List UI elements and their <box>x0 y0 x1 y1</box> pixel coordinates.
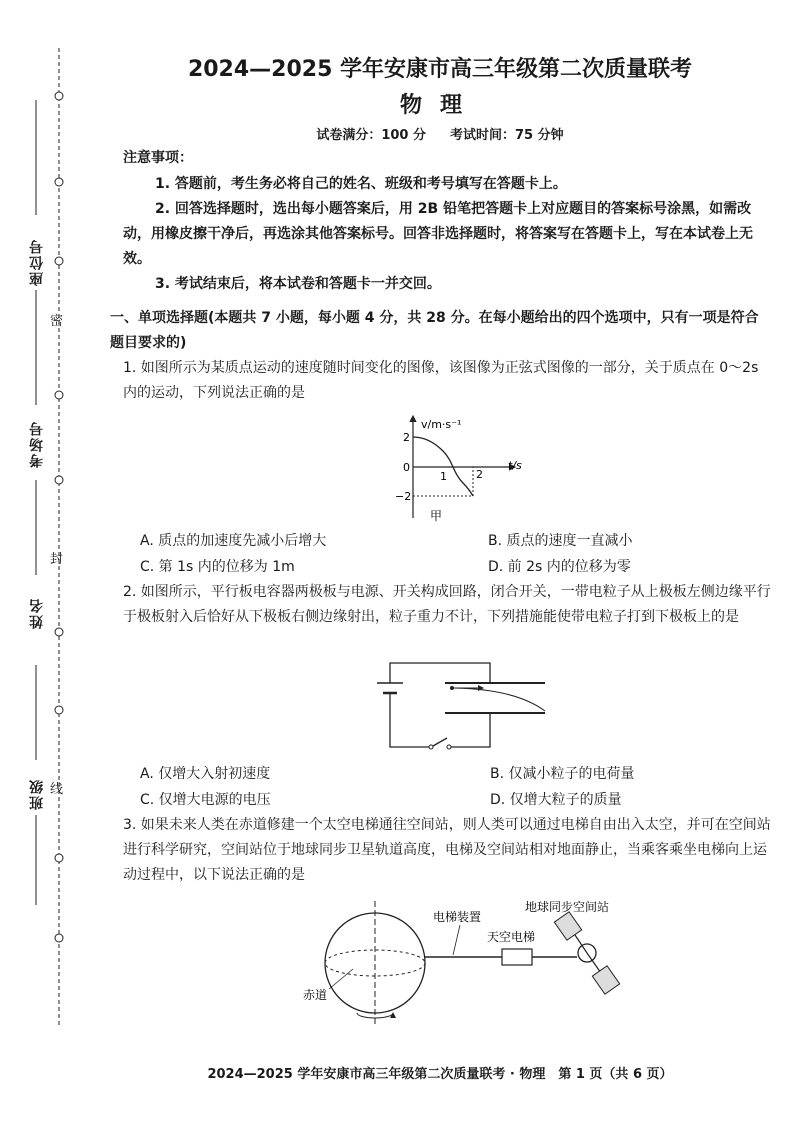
tick-y-neg2: −2 <box>395 490 412 503</box>
notice-item-2: 2. 回答选择题时，选出每小题答案后，用 2B 铅笔把答题卡上对应题目的答案标号涂黑，如需改动，用橡皮擦干净后，再选涂其他答案标号。回答非选择题时，将答案写在答题卡上，写在本试卷上无效。 <box>123 201 753 267</box>
seal-char-feng: 封 <box>50 552 64 567</box>
exam-title: 2024—2025 学年安康市高三年级第二次质量联考 <box>187 57 693 82</box>
graph-caption: 甲 <box>430 509 443 523</box>
page-footer: 2024—2025 学年安康市高三年级第二次质量联考 · 物理 第 1 页（共 6 页） <box>207 1067 673 1082</box>
name-label: 姓名 <box>29 597 45 629</box>
elevator-cabin <box>502 949 532 965</box>
q1-option-c: C. 第 1s 内的位移为 1m <box>140 559 295 575</box>
label-space-elevator: 天空电梯 <box>487 930 536 944</box>
switch <box>433 738 447 746</box>
notice-heading: 注意事项： <box>123 150 193 166</box>
seat-number-label: 座位号 <box>29 238 45 286</box>
q2-option-b: B. 仅减小粒子的电荷量 <box>490 766 635 782</box>
label-elevator-device: 电梯装置 <box>433 910 482 924</box>
q2-option-d: D. 仅增大粒子的质量 <box>490 792 622 808</box>
q2-option-a: A. 仅增大入射初速度 <box>140 766 271 782</box>
tick-x-1: 1 <box>440 470 447 483</box>
t-axis-label: t/s <box>508 459 522 472</box>
label-equator: 赤道 <box>303 988 328 1002</box>
particle-trajectory <box>454 688 545 711</box>
q1-option-d: D. 前 2s 内的位移为零 <box>488 559 631 575</box>
label-space-station: 地球同步空间站 <box>525 900 610 914</box>
seal-char-xian: 线 <box>50 782 64 797</box>
v-axis-label: v/m·s⁻¹ <box>421 418 462 431</box>
class-label: 班级 <box>29 778 45 810</box>
question-3-stem: 3. 如果未来人类在赤道修建一个太空电梯通往空间站，则人类可以通过电梯自由出入太空，并可在空间站进行科学研究，空间站位于地球同步卫星轨道高度，电梯及空间站相对地面静止，当乘客乘坐电梯向上运动过程中，以下说法正确的是 <box>123 817 771 883</box>
notice-item-1: 1. 答题前，考生务必将自己的姓名、班级和考号填写在答题卡上。 <box>155 176 567 192</box>
tick-y-2: 2 <box>403 431 410 444</box>
space-station-icon <box>554 912 619 994</box>
space-elevator-diagram <box>295 895 650 1035</box>
section-heading: 一、单项选择题(本题共 7 小题，每小题 4 分，共 28 分。在每小题给出的四个选项中，只有一项是符合题目要求的) <box>110 310 759 351</box>
question-2-stem: 2. 如图所示，平行板电容器两极板与电源、开关构成回路，闭合开关，一带电粒子从上极板左侧边缘平行于极板射入后恰好从下极板右侧边缘射出，粒子重力不计，下列措施能使带电粒子打到下极板上的是 <box>123 584 771 625</box>
tick-y-0: 0 <box>403 461 410 474</box>
equator-line <box>325 950 425 976</box>
velocity-time-graph <box>365 408 535 526</box>
room-number-label: 考场号 <box>29 420 45 468</box>
binding-margin <box>0 0 100 1123</box>
q1-option-a: A. 质点的加速度先减小后增大 <box>140 533 327 549</box>
q1-option-b: B. 质点的速度一直减小 <box>488 533 633 549</box>
q2-option-c: C. 仅增大电源的电压 <box>140 792 271 808</box>
seal-char-mi: 密 <box>50 314 64 329</box>
notice-item-3: 3. 考试结束后，将本试卷和答题卡一并交回。 <box>155 276 441 292</box>
exam-meta <box>110 124 770 143</box>
exam-time: 考试时间：75 分钟 <box>450 128 564 143</box>
capacitor-circuit-diagram <box>365 655 560 760</box>
question-1-stem: 1. 如图所示为某质点运动的速度随时间变化的图像，该图像为正弦式图像的一部分，关于质点在 0～2s 内的运动，下列说法正确的是 <box>123 360 759 401</box>
subject-title: 物理 <box>399 93 480 118</box>
full-score: 试卷满分：100 分 <box>316 128 427 143</box>
charged-particle <box>450 686 454 690</box>
tick-x-2: 2 <box>476 468 483 481</box>
